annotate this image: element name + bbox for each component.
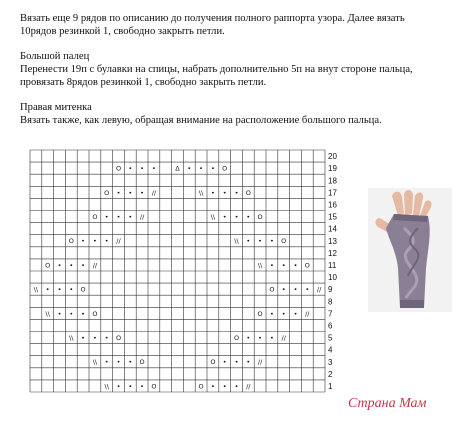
chart-symbol: • xyxy=(246,333,251,342)
mitten-photo-icon xyxy=(368,188,452,312)
chart-symbol: • xyxy=(116,358,121,367)
chart-row-number: 13 xyxy=(328,236,337,246)
chart-symbol: // xyxy=(257,358,263,367)
paragraph-line: Вязать еще 9 рядов по описанию до получения полного раппорта узора. Далее вязать xyxy=(20,13,405,24)
chart-symbol: • xyxy=(234,188,239,197)
chart-row-number: 5 xyxy=(328,333,333,343)
chart-symbol: • xyxy=(116,382,121,391)
chart-row-number: 8 xyxy=(328,297,333,307)
chart-symbol: O xyxy=(233,333,240,342)
chart-symbol: • xyxy=(81,309,86,318)
chart-symbol: • xyxy=(57,285,62,294)
chart-symbol: • xyxy=(69,309,74,318)
chart-symbol: • xyxy=(45,285,50,294)
chart-symbol: Δ xyxy=(175,164,180,173)
chart-symbol: • xyxy=(246,212,251,221)
chart-symbol: \\ xyxy=(45,309,50,318)
chart-symbol: // xyxy=(281,333,286,342)
chart-row-number: 20 xyxy=(328,152,337,162)
chart-symbol: • xyxy=(246,358,251,367)
chart-symbol: • xyxy=(269,309,274,318)
chart-symbol: • xyxy=(128,358,133,367)
chart-symbol: • xyxy=(128,212,133,221)
chart-row-number: 17 xyxy=(328,188,337,198)
chart-symbol: // xyxy=(246,382,251,391)
chart-symbol: O xyxy=(92,309,98,318)
chart-symbol: • xyxy=(57,309,62,318)
chart-symbol: • xyxy=(81,237,86,246)
chart-symbol: \\ xyxy=(33,285,39,294)
chart-symbol: O xyxy=(210,358,216,367)
mitten-cuff xyxy=(400,300,424,308)
chart-symbol: \\ xyxy=(69,333,74,342)
chart-symbol: O xyxy=(45,261,51,270)
chart-symbol: • xyxy=(116,188,121,197)
chart-symbol: • xyxy=(81,261,86,270)
paragraph-line: провязать 8рядов резинкой 1, свободно закрыть петли. xyxy=(20,77,267,88)
chart-symbol: // xyxy=(305,309,310,318)
chart-symbol: • xyxy=(222,188,227,197)
chart-symbol: • xyxy=(281,261,286,270)
chart-symbol: • xyxy=(104,358,109,367)
chart-row-number: 19 xyxy=(328,164,337,174)
chart-symbol: • xyxy=(140,164,145,173)
paragraph-line: Перенести 19п с булавки на спицы, набрать дополнительно 5п на внут стороне пальца, xyxy=(20,64,413,75)
chart-symbol: • xyxy=(222,358,227,367)
chart-symbol: • xyxy=(210,164,215,173)
chart-row-number: 3 xyxy=(328,357,333,367)
chart-row-number: 4 xyxy=(328,345,333,355)
chart-symbol: • xyxy=(199,164,204,173)
chart-symbol: • xyxy=(222,382,227,391)
chart-row-number: 7 xyxy=(328,309,333,319)
chart-symbol: O xyxy=(68,237,74,246)
chart-symbol: • xyxy=(234,212,239,221)
chart-symbol: • xyxy=(258,333,263,342)
chart-symbol: • xyxy=(69,261,74,270)
chart-symbol: // xyxy=(151,188,157,197)
chart-row-number: 16 xyxy=(328,200,337,210)
chart-symbol: • xyxy=(234,382,239,391)
paragraph-line: Вязать также, как левую, обращая внимание на расположение большого пальца. xyxy=(20,115,382,126)
chart-row-number: 11 xyxy=(328,261,337,270)
chart-symbol: \\ xyxy=(92,358,98,367)
chart-symbol: • xyxy=(246,237,251,246)
finger-shape xyxy=(404,190,413,215)
chart-symbol: • xyxy=(128,382,133,391)
chart-symbol: • xyxy=(269,237,274,246)
chart-row-number: 6 xyxy=(328,321,333,331)
chart-symbol: • xyxy=(293,261,298,270)
chart-symbol: • xyxy=(210,382,215,391)
site-watermark: Страна Мам xyxy=(348,396,427,411)
chart-row-number: 9 xyxy=(328,285,333,295)
chart-symbol: • xyxy=(305,285,310,294)
chart-symbol: O xyxy=(257,309,263,318)
chart-symbol: • xyxy=(57,261,62,270)
chart-symbol: • xyxy=(222,212,227,221)
chart-symbol: • xyxy=(128,164,133,173)
chart-symbol: • xyxy=(104,212,109,221)
chart-symbol: • xyxy=(151,164,156,173)
fingerless-mitten-photo xyxy=(368,188,452,312)
chart-symbol: • xyxy=(140,188,145,197)
paragraph-line: 10рядов резинкой 1, свободно закрыть петли. xyxy=(20,26,225,37)
chart-symbol: • xyxy=(281,285,286,294)
chart-symbol: • xyxy=(269,333,274,342)
chart-symbol: \\ xyxy=(234,237,239,246)
chart-symbol: // xyxy=(116,237,121,246)
chart-row-number: 2 xyxy=(328,369,333,379)
chart-symbol: \\ xyxy=(104,382,109,391)
chart-symbol: \\ xyxy=(257,261,263,270)
chart-symbol: O xyxy=(115,164,122,173)
chart-symbol: O xyxy=(104,188,110,197)
chart-row-number: 18 xyxy=(328,176,337,186)
chart-row-number: 14 xyxy=(328,224,337,234)
chart-row-number: 15 xyxy=(328,212,337,222)
chart-symbol: O xyxy=(115,333,122,342)
chart-symbol: • xyxy=(258,237,263,246)
chart-symbol: // xyxy=(139,212,145,221)
chart-symbol: • xyxy=(92,333,97,342)
chart-symbol: O xyxy=(269,285,275,294)
chart-symbol: • xyxy=(187,164,192,173)
chart-symbol: \\ xyxy=(198,188,204,197)
chart-symbol: O xyxy=(151,382,157,391)
chart-symbol: O xyxy=(257,212,263,221)
section-title-thumb: Большой палец xyxy=(20,51,90,62)
chart-row-number: 1 xyxy=(328,382,333,391)
chart-symbol: O xyxy=(80,285,86,294)
chart-symbol: O xyxy=(198,382,204,391)
chart-symbol: • xyxy=(140,382,145,391)
chart-row-number: 12 xyxy=(328,248,337,258)
chart-symbol: O xyxy=(245,188,251,197)
section-title-right-mitten: Правая митенка xyxy=(20,102,92,113)
chart-symbol: // xyxy=(316,285,322,294)
chart-symbol: O xyxy=(304,261,310,270)
chart-symbol: • xyxy=(210,188,215,197)
chart-symbol: • xyxy=(116,212,121,221)
chart-symbol: // xyxy=(92,261,98,270)
chart-symbol: • xyxy=(234,358,239,367)
chart-symbol: • xyxy=(104,333,109,342)
chart-symbol: • xyxy=(128,188,133,197)
chart-symbol: O xyxy=(281,237,287,246)
chart-symbol: • xyxy=(69,285,74,294)
chart-symbol: • xyxy=(81,333,86,342)
chart-symbol: • xyxy=(281,309,286,318)
chart-symbol: • xyxy=(293,309,298,318)
chart-symbol: O xyxy=(139,358,145,367)
chart-symbol: • xyxy=(293,285,298,294)
chart-symbol: • xyxy=(269,261,274,270)
chart-symbol: O xyxy=(92,212,98,221)
chart-symbol: • xyxy=(92,237,97,246)
chart-row-number: 10 xyxy=(328,273,337,283)
chart-symbol: • xyxy=(104,237,109,246)
chart-symbol: O xyxy=(222,164,228,173)
chart-symbol: \\ xyxy=(210,212,216,221)
